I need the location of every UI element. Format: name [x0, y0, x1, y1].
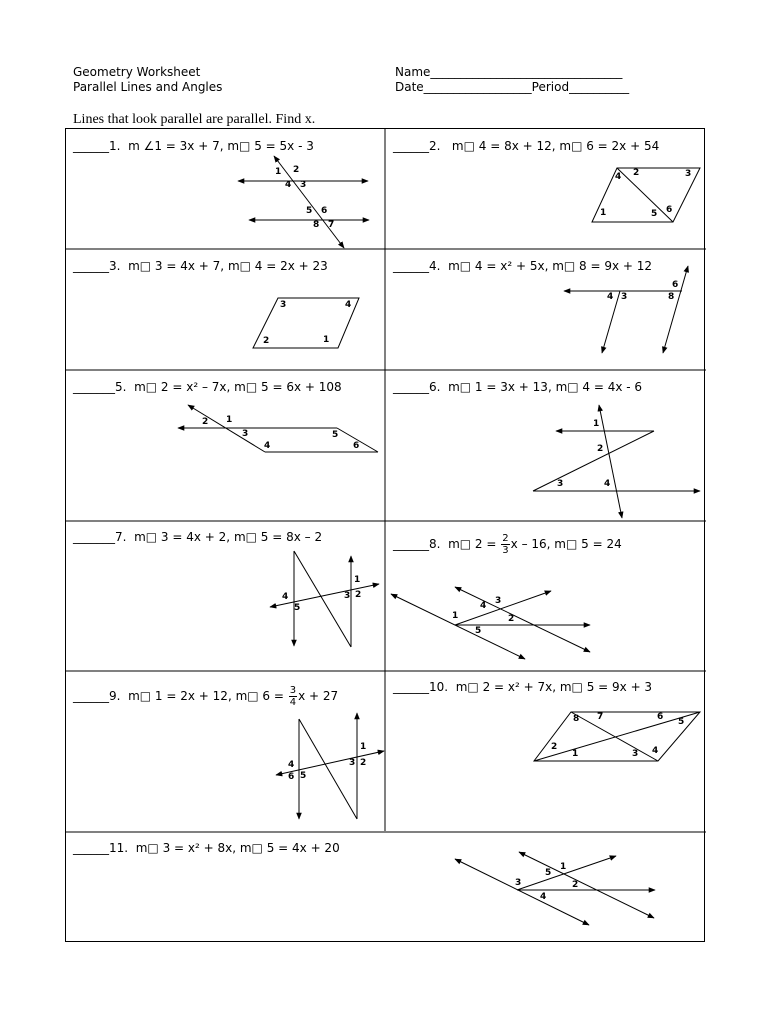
answer-blank[interactable]: ______ — [73, 689, 109, 703]
angle-label: 1 — [226, 415, 233, 425]
problem-11-figure — [66, 129, 706, 943]
answer-blank[interactable]: ______ — [73, 841, 109, 855]
answer-blank[interactable]: ______ — [393, 139, 429, 153]
angle-label: 6 — [321, 206, 328, 216]
problem-9-text: ______9. m□ 1 = 2x + 12, m□ 6 = $\frac{3}{4}$ x + 27 — [73, 685, 339, 708]
angle-label: 1 — [360, 742, 367, 752]
answer-blank[interactable]: ______ — [73, 259, 109, 273]
angle-label: 5 — [678, 717, 685, 727]
angle-label: 4 — [604, 479, 611, 489]
angle-label: 4 — [652, 746, 659, 756]
angle-label: 4 — [615, 172, 622, 182]
problem-8-text: ______8. m□ 2 = $\frac{2}{3}$ x – 16, m□ 5 = 24 — [393, 533, 622, 556]
angle-label: 6 — [657, 712, 664, 722]
angle-label: 3 — [685, 169, 692, 179]
problem-5-text: _______5. m□ 2 = x² – 7x, m□ 5 = 6x + 108 — [73, 380, 342, 394]
angle-label: 5 — [306, 206, 313, 216]
angle-label: 3 — [344, 591, 351, 601]
answer-blank[interactable]: ______ — [393, 537, 429, 551]
angle-label: 6 — [666, 205, 673, 215]
angle-label: 5 — [545, 868, 552, 878]
angle-label: 7 — [597, 712, 604, 722]
answer-blank[interactable]: ______ — [393, 380, 429, 394]
angle-label: 5 — [332, 430, 339, 440]
angle-label: 4 — [480, 601, 487, 611]
fraction: $\frac{2}{3}$ — [502, 533, 509, 556]
name-field[interactable]: Name________________________________ — [395, 65, 623, 79]
problem-1-text: ______1. m ∠1 = 3x + 7, m□ 5 = 5x - 3 — [73, 139, 314, 153]
angle-label: 8 — [573, 714, 580, 724]
problem-grid — [65, 128, 705, 942]
angle-label: 5 — [300, 771, 307, 781]
angle-label: 1 — [600, 208, 607, 218]
angle-label: 6 — [672, 280, 679, 290]
angle-label: 2 — [202, 417, 209, 427]
angle-label: 1 — [593, 419, 600, 429]
problem-6-text: ______6. m□ 1 = 3x + 13, m□ 4 = 4x - 6 — [393, 380, 643, 394]
answer-blank[interactable]: _______ — [73, 380, 115, 394]
angle-label: 4 — [288, 760, 295, 770]
angle-label: 2 — [572, 880, 579, 890]
angle-label: 3 — [621, 292, 628, 302]
problem-11-text: ______11. m□ 3 = x² + 8x, m□ 5 = 4x + 20 — [73, 841, 340, 855]
angle-label: 5 — [294, 603, 301, 613]
angle-label: 4 — [282, 592, 289, 602]
angle-label: 4 — [285, 180, 292, 190]
angle-label: 1 — [323, 335, 330, 345]
angle-label: 2 — [508, 614, 515, 624]
angle-label: 3 — [515, 878, 522, 888]
angle-label: 5 — [475, 626, 482, 636]
angle-label: 3 — [557, 479, 564, 489]
angle-label: 1 — [275, 167, 282, 177]
date-period-field[interactable]: Date__________________Period__________ — [395, 80, 630, 94]
fraction: $\frac{3}{4}$ — [289, 685, 297, 708]
answer-blank[interactable]: ______ — [393, 259, 429, 273]
angle-label: 3 — [495, 596, 502, 606]
angle-label: 1 — [354, 575, 361, 585]
angle-label: 7 — [328, 220, 335, 230]
angle-label: 6 — [353, 441, 360, 451]
answer-blank[interactable]: ______ — [73, 139, 109, 153]
angle-label: 4 — [607, 292, 614, 302]
angle-label: 5 — [651, 209, 658, 219]
angle-label: 4 — [345, 300, 352, 310]
problem-7-text: _______7. m□ 3 = 4x + 2, m□ 5 = 8x – 2 — [73, 530, 323, 544]
angle-label: 2 — [551, 742, 558, 752]
problem-2-text: ______2. m□ 4 = 8x + 12, m□ 6 = 2x + 54 — [393, 139, 660, 153]
angle-label: 1 — [572, 749, 579, 759]
angle-label: 3 — [632, 749, 639, 759]
angle-label: 2 — [597, 444, 604, 454]
angle-label: 4 — [264, 441, 271, 451]
angle-label: 3 — [280, 300, 287, 310]
angle-label: 8 — [313, 220, 320, 230]
worksheet-title: Geometry Worksheet — [73, 65, 201, 79]
problem-10-text: ______10. m□ 2 = x² + 7x, m□ 5 = 9x + 3 — [393, 680, 653, 694]
problem-3-text: ______3. m□ 3 = 4x + 7, m□ 4 = 2x + 23 — [73, 259, 328, 273]
angle-label: 2 — [293, 165, 300, 175]
angle-label: 2 — [633, 168, 640, 178]
worksheet-subtitle: Parallel Lines and Angles — [73, 80, 223, 94]
angle-label: 1 — [452, 611, 459, 621]
angle-label: 4 — [540, 892, 547, 902]
angle-label: 2 — [360, 758, 367, 768]
angle-label: 3 — [242, 429, 249, 439]
angle-label: 1 — [560, 862, 567, 872]
angle-label: 2 — [355, 590, 362, 600]
angle-label: 3 — [300, 180, 307, 190]
angle-label: 8 — [668, 292, 675, 302]
angle-label: 6 — [288, 772, 295, 782]
instructions: Lines that look parallel are parallel. Find x. — [73, 112, 316, 127]
angle-label: 2 — [263, 336, 270, 346]
angle-label: 3 — [349, 758, 356, 768]
answer-blank[interactable]: _______ — [73, 530, 115, 544]
answer-blank[interactable]: ______ — [393, 680, 429, 694]
problem-4-text: ______4. m□ 4 = x² + 5x, m□ 8 = 9x + 12 — [393, 259, 653, 273]
